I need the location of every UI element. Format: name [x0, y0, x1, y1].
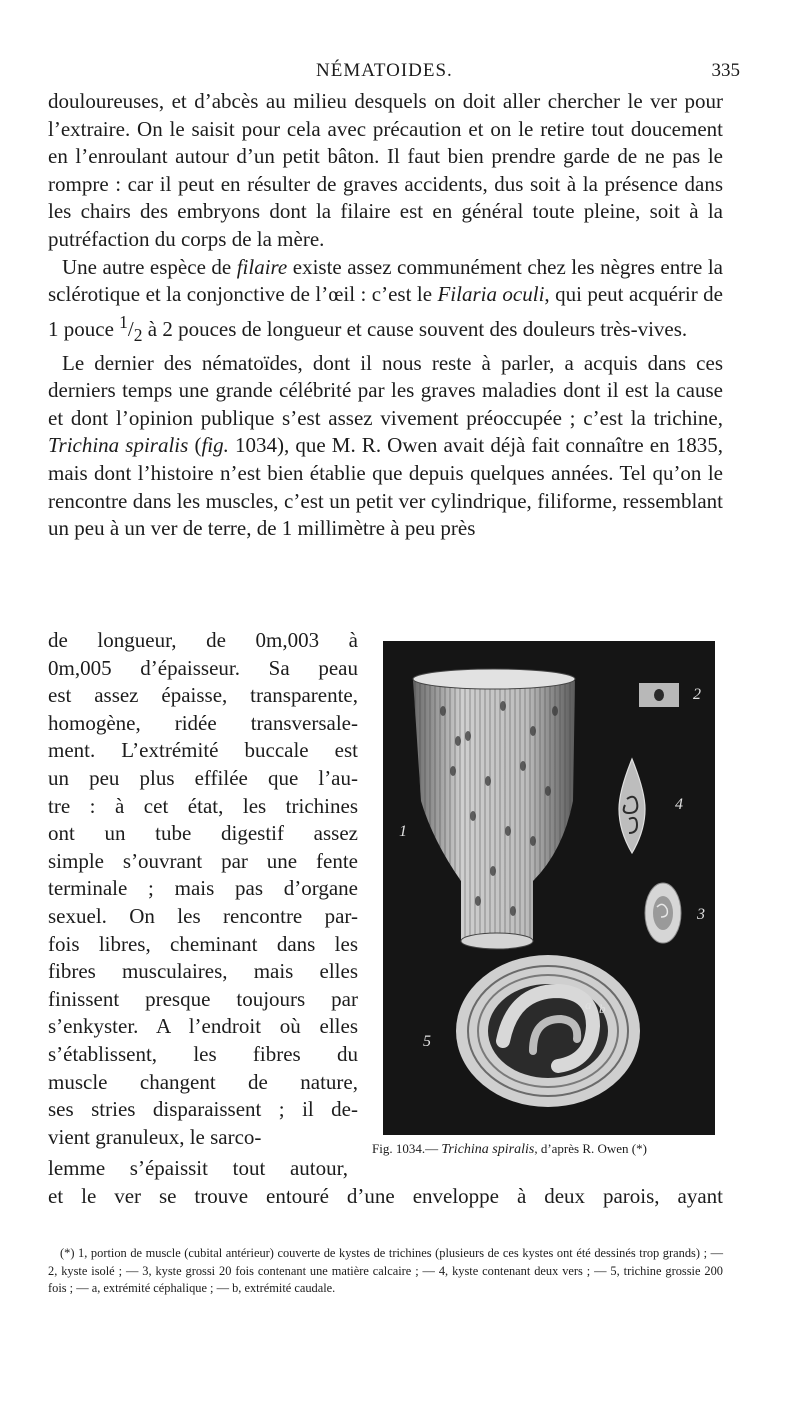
- paragraph-2: Une autre espèce de filaire existe assez communément chez les nègres entre la sclérotique et la conjonctive de l’œil : c’est le Filaria oculi, qui peut acquérir de 1 pouce $^1/_2$ à 2 pouces de longueur et cause souvent des douleurs très-vives.: [48, 254, 724, 345]
- figure-caption: Fig. 1034.— Trichina spiralis, d’après R. Owen (*): [372, 1141, 647, 1157]
- text-line: muscle changent de nature,: [48, 1069, 358, 1094]
- text-line: de longueur, de 0m,003 à: [48, 628, 358, 652]
- figure-label-a: a: [585, 997, 592, 1012]
- text-line: est assez épaisse, transparente,: [48, 683, 358, 708]
- text-line: simple s’ouvrant par une fente: [48, 848, 358, 873]
- text-line: fois libres, cheminant dans les: [48, 931, 358, 956]
- text-line: fibres musculaires, mais elles: [48, 959, 358, 984]
- text-line: vient granuleux, le sarco-: [48, 1124, 262, 1149]
- text-line: ses stries disparaissent ; il de-: [48, 1097, 358, 1122]
- wrapped-text-column: [48, 627, 358, 1151]
- paragraph-3: Le dernier des nématoïdes, dont il nous reste à parler, a acquis dans ces derniers temps une grande célébrité par les graves maladies dont il est la cause et dont l’opinion publique s’est assez vivement préoccupée ; c’est la trichine, Trichina spiralis (fig. 1034), que M. R. Owen avait déjà fait connaître en 1835, mais dont l’histoire n’est bien établie que depuis quelques années. Tel qu’on le rencontre dans les muscles, c’est un petit ver cylindrique, filiforme, ressemblant un peu à un ver de terre, de 1 millimètre à peu près: [48, 350, 723, 541]
- muscle-segment-drawing: [413, 669, 575, 949]
- figure-illustration: [383, 641, 715, 1135]
- text-line: sexuel. On les rencontre par-: [48, 903, 358, 928]
- figure-label-4: 4: [675, 796, 683, 813]
- text-line: lemme s’épaissit tout autour,: [48, 1156, 348, 1180]
- footnote-text: (*) 1, portion de muscle (cubital antérieur) couverte de kystes de trichines (plusieurs de ces kystes ont été dessinés trop grands) ; — 2, kyste isolé ; — 3, kyste grossi 20 fois contenant une matière calcaire ; — 4, kyste contenant deux vers ; — 5, trichine grossie 200 fois ; — a, extrémité céphalique ; — b, extrémité caudale.: [48, 1246, 723, 1296]
- figure-label-b: b: [599, 1001, 606, 1016]
- text-line: finissent presque toujours par: [48, 986, 358, 1011]
- text-line: et le ver se trouve entouré d’une enveloppe à deux parois, ayant: [48, 1183, 723, 1208]
- figure-label-1: 1: [399, 823, 407, 840]
- trichina-figure: [383, 641, 715, 1135]
- figure-label-2: 2: [693, 686, 701, 703]
- text-line: ont un tube digestif assez: [48, 821, 358, 846]
- text-line: un peu plus effilée que l’au-: [48, 765, 358, 790]
- calcified-cyst-drawing: [645, 883, 681, 943]
- body-text-bottom: [48, 1155, 723, 1210]
- text-line: terminale ; mais pas d’organe: [48, 876, 358, 901]
- body-text-top: [48, 88, 723, 543]
- isolated-cyst-drawing: [639, 683, 679, 707]
- text-line: homogène, ridée transversale-: [48, 710, 358, 735]
- text-line: tre : à cet état, les trichines: [48, 793, 358, 818]
- figure-label-3: 3: [697, 906, 705, 923]
- page-number: 335: [711, 60, 740, 81]
- running-head: [48, 60, 740, 86]
- figure-label-5: 5: [423, 1033, 431, 1050]
- coiled-trichina-drawing: [456, 955, 640, 1107]
- cyst-two-worms-drawing: [619, 759, 645, 853]
- chapter-title: NÉMATOIDES.: [316, 60, 453, 81]
- text-line: ment. L’extrémité buccale est: [48, 738, 358, 763]
- text-line: s’enkyster. A l’endroit où elles: [48, 1014, 358, 1039]
- paragraph-1: douloureuses, et d’abcès au milieu desquels on doit aller chercher le ver pour l’extraire. On le saisit pour cela avec précaution et on le retire tout doucement en l’enroulant autour d’un petit bâton. Il faut bien prendre garde de ne pas le rompre : car il peut en résulter de graves accidents, dus soit à la présence dans les chairs des embryons dont la filaire est en général toute pleine, soit à la putréfaction du corps de la mère.: [48, 89, 723, 251]
- text-line: 0m,005 d’épaisseur. Sa peau: [48, 655, 358, 680]
- text-line: s’établissent, les fibres du: [48, 1041, 358, 1066]
- footnote: [48, 1245, 723, 1298]
